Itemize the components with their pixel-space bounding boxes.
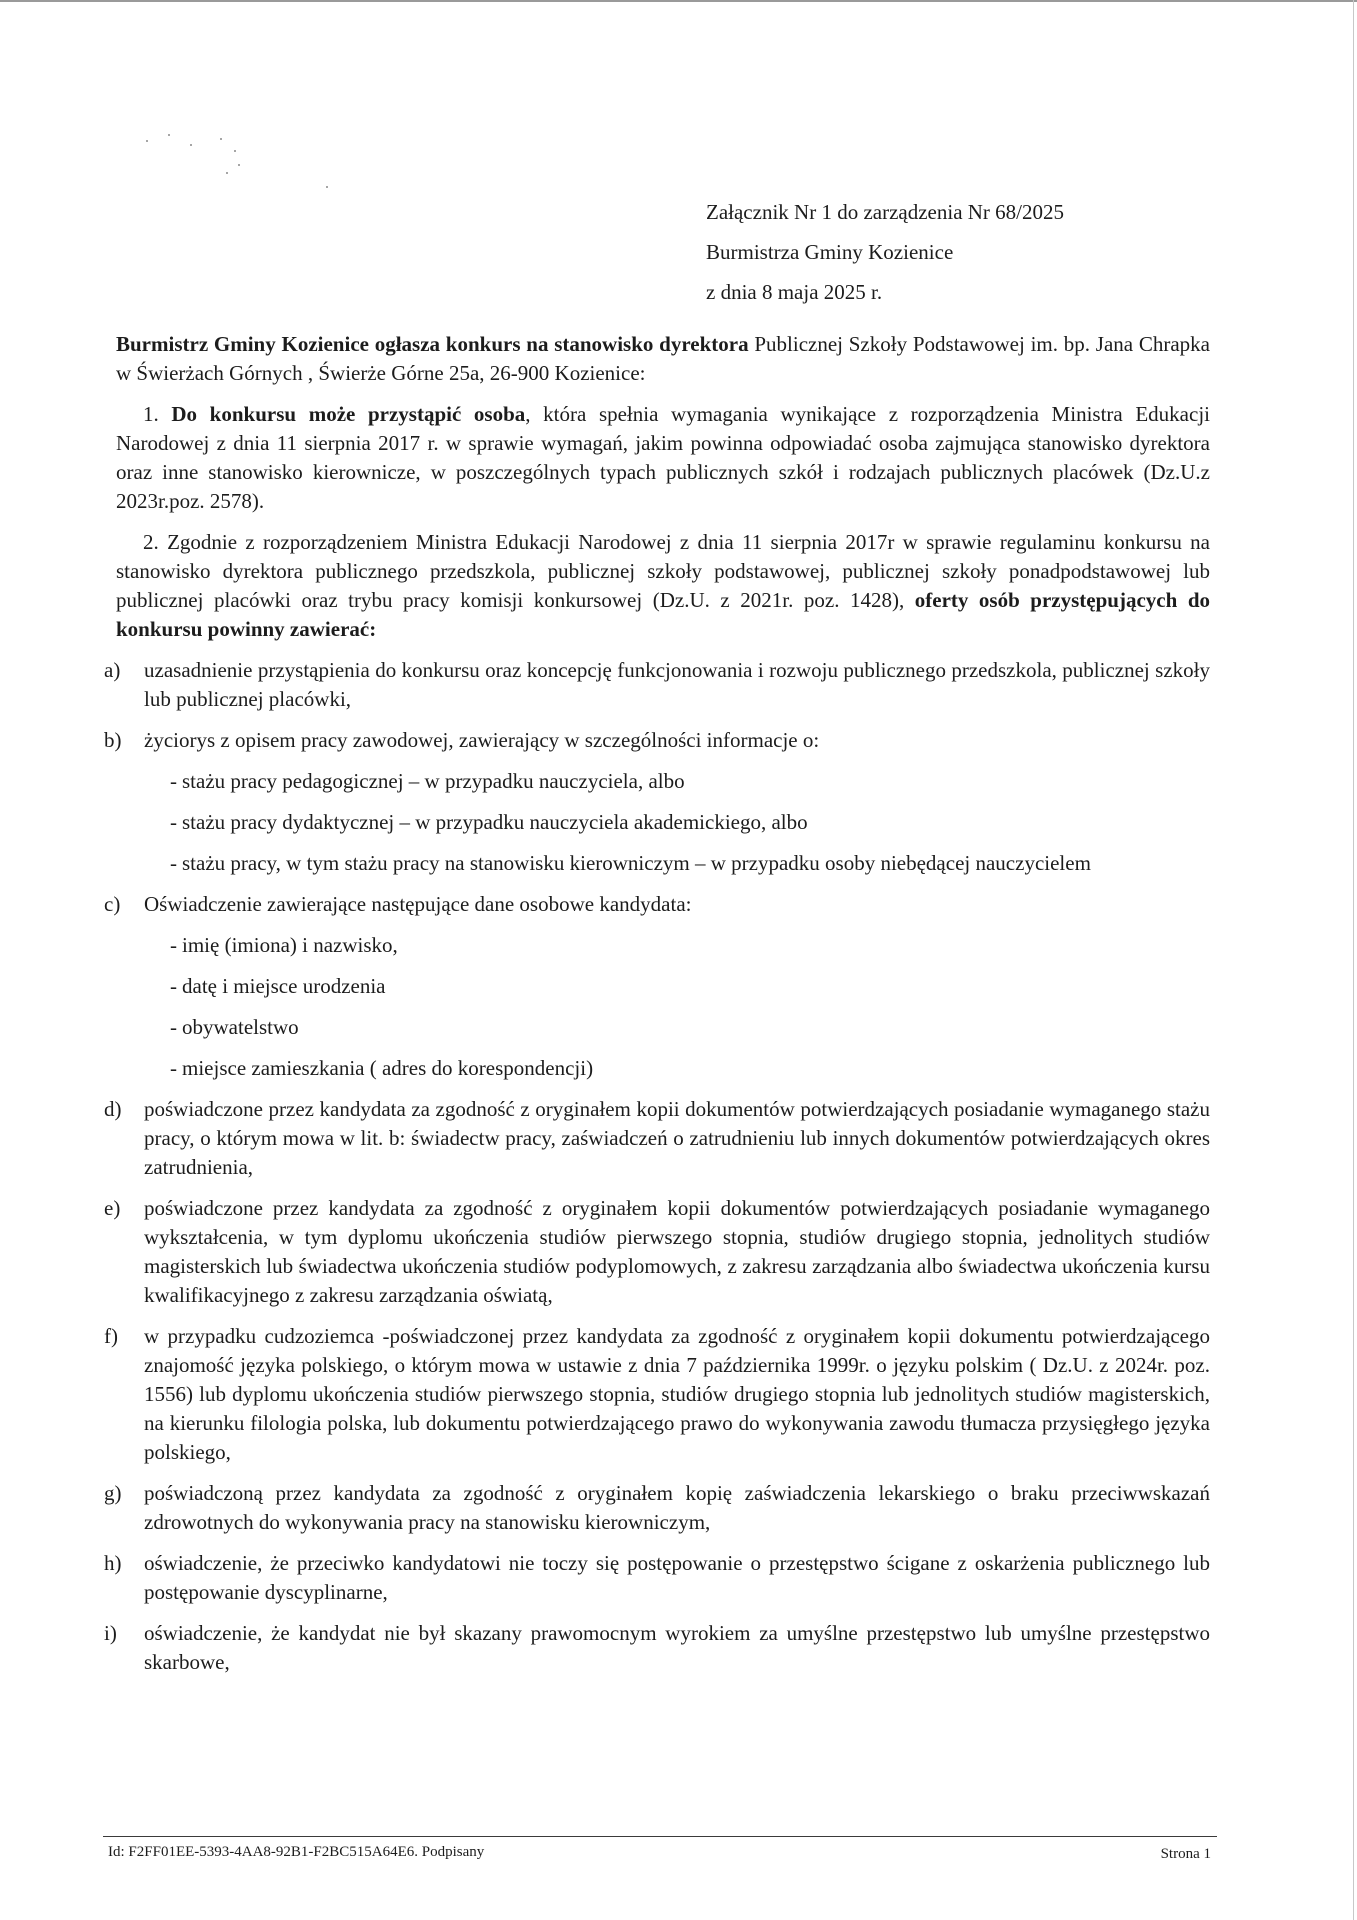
sublist-item	[170, 1013, 1210, 1042]
sublist-item-text: obywatelstwo	[182, 1015, 299, 1039]
sublist-item	[170, 1054, 1210, 1083]
requirements-list	[104, 656, 1210, 1677]
dash-marker: -	[170, 1015, 177, 1039]
document-id: Id: F2FF01EE-5393-4AA8-92B1-F2BC515A64E6. Podpisany	[108, 1844, 485, 1860]
header-line-issuer: Burmistrza Gminy Kozienice	[706, 240, 954, 264]
paragraph-1-number: 1.	[143, 402, 159, 426]
scan-top-edge	[0, 0, 1357, 2]
sublist-item-text: miejsce zamieszkania ( adres do korespondencji)	[182, 1056, 594, 1080]
paragraph-1-rest: , która spełnia wymagania wynikające z rozporządzenia Ministra Edukacji Narodowej z dnia 11 sierpnia 2017 r. w sprawie wymagań, jakim powinna odpowiadać osoba zajmująca stanowisko dyrektora oraz inne stanowisko kierownicze, w poszczególnych typach publicznych szkół i rodzajach publicznych placówek (Dz.U.z 2023r.poz. 2578).	[116, 402, 1210, 513]
dash-marker: -	[170, 769, 177, 793]
paragraph-2-number: 2.	[143, 530, 159, 554]
list-item-text: oświadczenie, że kandydat nie był skazany prawomocnym wyrokiem za umyślne przestępstwo lub umyślne przestępstwo skarbowe,	[144, 1621, 1210, 1674]
list-item-text: Oświadczenie zawierające następujące dane osobowe kandydata:	[144, 892, 692, 916]
list-item-b	[104, 726, 1210, 878]
paragraph-2-bold: oferty osób przystępujących do konkursu powinny zawierać:	[116, 588, 1210, 641]
list-item-d	[104, 1095, 1210, 1182]
list-item-marker: i)	[104, 1621, 117, 1645]
list-item-marker: h)	[104, 1551, 122, 1575]
attachment-header	[706, 192, 1064, 312]
scan-specks	[140, 130, 340, 200]
dash-marker: -	[170, 810, 177, 834]
sublist-item-text: stażu pracy, w tym stażu pracy na stanowisku kierowniczym – w przypadku osoby niebędącej nauczycielem	[182, 851, 1091, 875]
intro-rest: Publicznej Szkoły Podstawowej im. bp. Jana Chrapka w Świerżach Górnych , Świerże Górne 25a, 26-900 Kozienice:	[116, 332, 1210, 385]
paragraph-1-bold: Do konkursu może przystąpić osoba	[171, 402, 526, 426]
sublist-c	[144, 931, 1210, 1083]
list-item-marker: g)	[104, 1481, 122, 1505]
header-line-attachment: Załącznik Nr 1 do zarządzenia Nr 68/2025	[706, 200, 1065, 224]
paragraph-2-text: Zgodnie z rozporządzeniem Ministra Edukacji Narodowej z dnia 11 sierpnia 2017r w sprawie regulaminu konkursu na stanowisko dyrektora publicznego przedszkola, publicznej szkoły podstawowej, publicznej szkoły ponadpodstawowej lub publicznej placówki oraz trybu pracy komisji konkursowej (Dz.U. z 2021r. poz. 1428),	[116, 530, 1210, 612]
intro-bold: Burmistrz Gminy Kozienice ogłasza konkurs na stanowisko dyrektora	[116, 332, 749, 356]
list-item-marker: f)	[104, 1324, 118, 1348]
footer-divider	[103, 1836, 1217, 1837]
sublist-item	[170, 808, 1210, 837]
list-item-text: uzasadnienie przystąpienia do konkursu oraz koncepcję funkcjonowania i rozwoju publicznego przedszkola, publicznej szkoły lub publicznej placówki,	[144, 658, 1210, 711]
list-item-marker: d)	[104, 1097, 122, 1121]
announcement-intro	[116, 330, 1210, 388]
list-item-marker: c)	[104, 892, 121, 916]
paragraph-1	[116, 400, 1210, 516]
document-body	[104, 330, 1210, 1689]
sublist-item	[170, 931, 1210, 960]
sublist-item-text: stażu pracy pedagogicznej – w przypadku nauczyciela, albo	[182, 769, 685, 793]
list-item-text: w przypadku cudzoziemca -poświadczonej przez kandydata za zgodność z oryginałem kopii dokumentu potwierdzającego znajomość języka polskiego, o którym mowa w ustawie z dnia 7 października 1999r. o języku polskim ( Dz.U. z 2024r. poz. 1556) lub dyplomu ukończenia studiów pierwszego stopnia, studiów drugiego stopnia lub jednolitych studiów magisterskich, na kierunku filologia polska, lub dokumentu potwierdzającego prawo do wykonywania zawodu tłumacza przysięgłego języka polskiego,	[144, 1324, 1210, 1464]
dash-marker: -	[170, 1056, 177, 1080]
list-item-h	[104, 1549, 1210, 1607]
sublist-item-text: imię (imiona) i nazwisko,	[182, 933, 398, 957]
scan-right-edge	[1353, 0, 1354, 1920]
list-item-text: poświadczoną przez kandydata za zgodność z oryginałem kopię zaświadczenia lekarskiego o braku przeciwwskazań zdrowotnych do wykonywania pracy na stanowisku kierowniczym,	[144, 1481, 1210, 1534]
list-item-e	[104, 1194, 1210, 1310]
header-line-date: z dnia 8 maja 2025 r.	[706, 280, 883, 304]
list-item-text: poświadczone przez kandydata za zgodność z oryginałem kopii dokumentów potwierdzających posiadanie wymaganego wykształcenia, w tym dyplomu ukończenia studiów pierwszego stopnia, studiów drugiego stopnia, jednolitych studiów magisterskich lub świadectwa ukończenia studiów podyplomowych, z zakresu zarządzania albo świadectwa ukończenia kursu kwalifikacyjnego z zakresu zarządzania oświatą,	[144, 1196, 1210, 1307]
sublist-b	[144, 767, 1210, 878]
list-item-g	[104, 1479, 1210, 1537]
list-item-text: oświadczenie, że przeciwko kandydatowi nie toczy się postępowanie o przestępstwo ścigane z oskarżenia publicznego lub postępowanie dyscyplinarne,	[144, 1551, 1210, 1604]
list-item-marker: b)	[104, 728, 122, 752]
list-item-f	[104, 1322, 1210, 1467]
dash-marker: -	[170, 933, 177, 957]
sublist-item-text: stażu pracy dydaktycznej – w przypadku nauczyciela akademickiego, albo	[182, 810, 808, 834]
dash-marker: -	[170, 974, 177, 998]
list-item-text: życiorys z opisem pracy zawodowej, zawierający w szczególności informacje o:	[144, 728, 820, 752]
sublist-item	[170, 767, 1210, 796]
sublist-item-text: datę i miejsce urodzenia	[182, 974, 386, 998]
paragraph-2	[116, 528, 1210, 644]
dash-marker: -	[170, 851, 177, 875]
list-item-a	[104, 656, 1210, 714]
list-item-i	[104, 1619, 1210, 1677]
list-item-c	[104, 890, 1210, 1083]
list-item-marker: e)	[104, 1196, 121, 1220]
sublist-item	[170, 972, 1210, 1001]
list-item-text: poświadczone przez kandydata za zgodność z oryginałem kopii dokumentów potwierdzających posiadanie wymaganego stażu pracy, o którym mowa w lit. b: świadectw pracy, zaświadczeń o zatrudnieniu lub innych dokumentów potwierdzających okres zatrudnienia,	[144, 1097, 1210, 1179]
page-number: Strona 1	[1160, 1846, 1211, 1862]
list-item-marker: a)	[104, 658, 121, 682]
sublist-item	[170, 849, 1210, 878]
